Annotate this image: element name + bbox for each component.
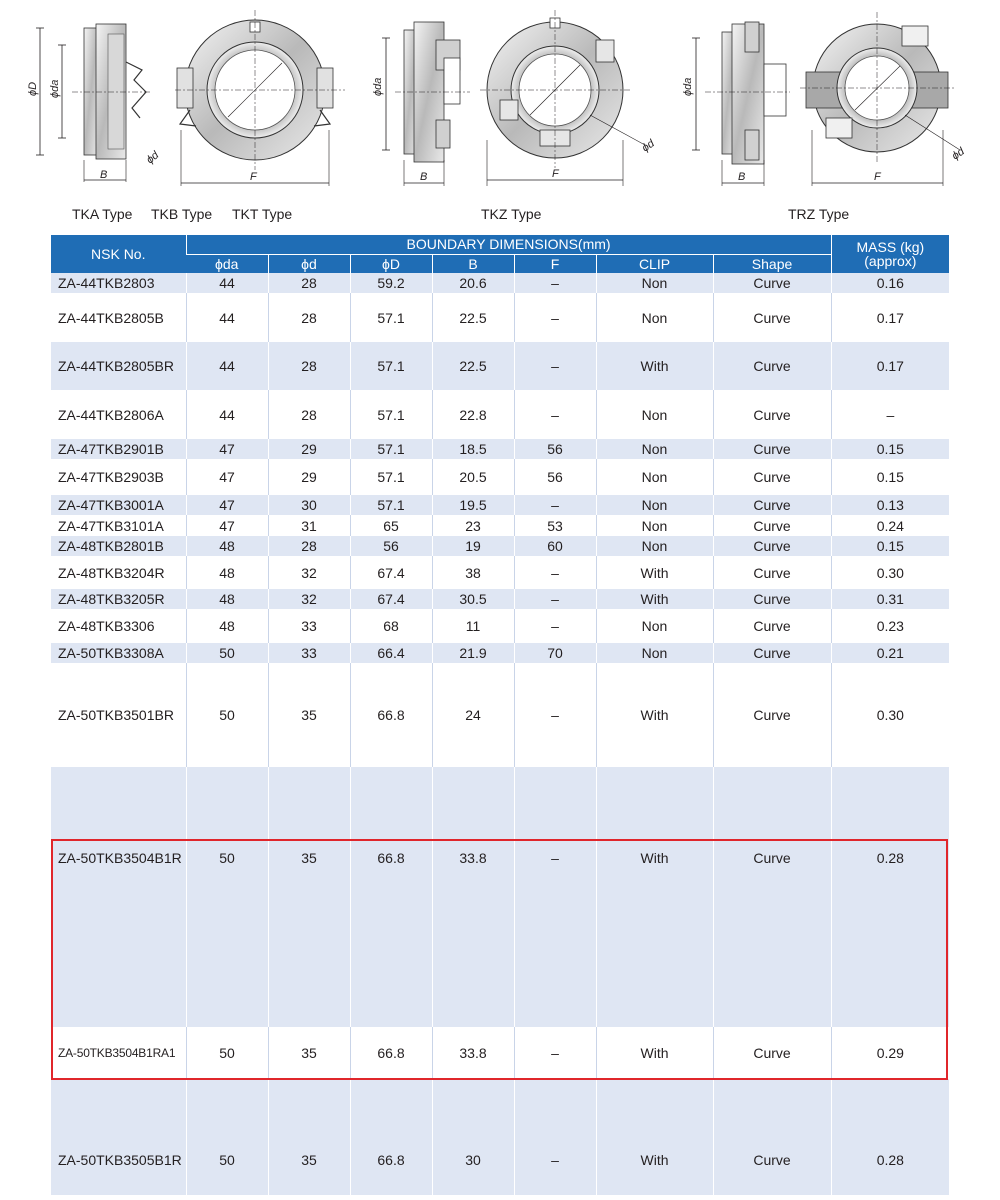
phi-da-label: ϕda [49, 79, 61, 98]
B-label-2: B [420, 171, 428, 183]
cell-B: 19 [432, 536, 514, 556]
cell-B: 19.5 [432, 495, 514, 515]
cell-mass: 0.31 [831, 589, 949, 609]
header-mass [831, 235, 949, 273]
empty-cell [350, 767, 432, 838]
F-label-2: F [552, 168, 559, 180]
cell-D: 59.2 [350, 273, 432, 293]
cell-F: – [514, 1027, 596, 1079]
cell-nsk-no: ZA-50TKB3308A [51, 643, 186, 663]
cell-mass: 0.28 [831, 838, 949, 1027]
cell-shape: Curve [713, 459, 831, 495]
cell-d: 28 [268, 390, 350, 439]
table-row [51, 293, 949, 342]
specification-table [51, 235, 949, 1195]
cell-mass: 0.21 [831, 643, 949, 663]
table-row [51, 495, 949, 515]
cell-F: 56 [514, 459, 596, 495]
cell-da: 50 [186, 1079, 268, 1195]
phi-D-label: ϕD [27, 81, 39, 96]
cell-d: 35 [268, 838, 350, 1027]
table-row [51, 342, 949, 390]
cell-B: 30 [432, 1079, 514, 1195]
cell-B: 33.8 [432, 838, 514, 1027]
cell-nsk-no: ZA-50TKB3504B1R [51, 838, 186, 1027]
table-row [51, 459, 949, 495]
header-phi-da: ϕda [186, 254, 268, 273]
cell-shape: Curve [713, 439, 831, 459]
cell-nsk-no: ZA-48TKB3306 [51, 609, 186, 643]
table-row [51, 663, 949, 767]
cell-shape: Curve [713, 838, 831, 1027]
cell-B: 38 [432, 556, 514, 589]
cell-shape: Curve [713, 342, 831, 390]
cell-clip: Non [596, 609, 713, 643]
cell-F: – [514, 342, 596, 390]
cell-nsk-no: ZA-44TKB2805B [51, 293, 186, 342]
cell-clip: With [596, 342, 713, 390]
cell-da: 44 [186, 293, 268, 342]
tkz-side-view [372, 22, 470, 186]
cell-B: 22.5 [432, 342, 514, 390]
type-label-tkz: TKZ Type [481, 206, 542, 222]
cell-F: – [514, 609, 596, 643]
cell-shape: Curve [713, 1079, 831, 1195]
header-shape: Shape [713, 254, 831, 273]
cell-nsk-no: ZA-48TKB2801B [51, 536, 186, 556]
empty-cell [596, 767, 713, 838]
cell-nsk-no: ZA-48TKB3204R [51, 556, 186, 589]
cell-d: 28 [268, 293, 350, 342]
cell-clip: Non [596, 273, 713, 293]
cell-mass: 0.30 [831, 663, 949, 767]
B-label: B [100, 169, 108, 181]
cell-d: 32 [268, 589, 350, 609]
cell-shape: Curve [713, 1027, 831, 1079]
cell-D: 57.1 [350, 439, 432, 459]
cell-B: 24 [432, 663, 514, 767]
cell-da: 48 [186, 589, 268, 609]
cell-shape: Curve [713, 515, 831, 536]
cell-clip: Non [596, 293, 713, 342]
table-row [51, 589, 949, 609]
cell-mass: 0.30 [831, 556, 949, 589]
cell-B: 18.5 [432, 439, 514, 459]
cell-da: 50 [186, 838, 268, 1027]
cell-da: 44 [186, 390, 268, 439]
phi-d-label-2: ϕd [639, 137, 657, 155]
cell-shape: Curve [713, 556, 831, 589]
cell-F: 56 [514, 439, 596, 459]
tkb-front-view [175, 10, 345, 186]
header-phi-d: ϕd [268, 254, 350, 273]
cell-D: 68 [350, 609, 432, 643]
cell-F: – [514, 390, 596, 439]
trz-side-view [682, 22, 790, 186]
cell-D: 56 [350, 536, 432, 556]
cell-da: 47 [186, 495, 268, 515]
phi-d-label-3: ϕd [949, 145, 967, 163]
cell-mass: 0.17 [831, 342, 949, 390]
cell-D: 57.1 [350, 495, 432, 515]
cell-da: 44 [186, 273, 268, 293]
cell-mass: – [831, 390, 949, 439]
cell-clip: With [596, 663, 713, 767]
cell-clip: Non [596, 459, 713, 495]
cell-nsk-no: ZA-47TKB2901B [51, 439, 186, 459]
cell-D: 57.1 [350, 390, 432, 439]
cell-d: 29 [268, 459, 350, 495]
cell-nsk-no: ZA-47TKB3101A [51, 515, 186, 536]
cell-d: 29 [268, 439, 350, 459]
empty-cell [432, 767, 514, 838]
cell-F: 60 [514, 536, 596, 556]
cell-F: – [514, 495, 596, 515]
cell-clip: Non [596, 439, 713, 459]
cell-F: – [514, 1079, 596, 1195]
cell-D: 67.4 [350, 556, 432, 589]
cell-nsk-no: ZA-48TKB3205R [51, 589, 186, 609]
cell-da: 44 [186, 342, 268, 390]
cell-d: 32 [268, 556, 350, 589]
cell-F: – [514, 293, 596, 342]
cell-mass: 0.23 [831, 609, 949, 643]
cell-d: 31 [268, 515, 350, 536]
cell-d: 28 [268, 273, 350, 293]
cell-mass: 0.13 [831, 495, 949, 515]
table-row-highlighted [51, 1027, 949, 1079]
cell-B: 11 [432, 609, 514, 643]
cell-F: 53 [514, 515, 596, 536]
tkz-front-view [480, 10, 657, 186]
cell-da: 48 [186, 609, 268, 643]
cell-B: 22.5 [432, 293, 514, 342]
table-row [51, 390, 949, 439]
cell-F: 70 [514, 643, 596, 663]
cell-clip: Non [596, 536, 713, 556]
cell-nsk-no: ZA-50TKB3505B1R [51, 1079, 186, 1195]
phi-da-label-2: ϕda [372, 77, 384, 96]
cell-F: – [514, 663, 596, 767]
header-boundary-dimensions: BOUNDARY DIMENSIONS(mm) [186, 235, 831, 254]
cell-shape: Curve [713, 536, 831, 556]
cell-B: 23 [432, 515, 514, 536]
cell-shape: Curve [713, 609, 831, 643]
table-row [51, 643, 949, 663]
cell-clip: With [596, 589, 713, 609]
cell-nsk-no: ZA-47TKB3001A [51, 495, 186, 515]
cell-clip: With [596, 1027, 713, 1079]
cell-F: – [514, 273, 596, 293]
header-mass-line2: (approx) [864, 253, 917, 269]
header-F: F [514, 254, 596, 273]
cell-mass: 0.15 [831, 439, 949, 459]
empty-cell [268, 767, 350, 838]
cell-D: 67.4 [350, 589, 432, 609]
cell-shape: Curve [713, 390, 831, 439]
table-row [51, 439, 949, 459]
cell-F: – [514, 838, 596, 1027]
F-label: F [250, 171, 257, 183]
empty-cell [713, 767, 831, 838]
cell-D: 66.4 [350, 643, 432, 663]
header-clip: CLIP [596, 254, 713, 273]
cell-da: 47 [186, 439, 268, 459]
cell-clip: Non [596, 515, 713, 536]
type-label-tkb: TKB Type [151, 206, 213, 222]
cell-D: 66.8 [350, 663, 432, 767]
cell-da: 48 [186, 536, 268, 556]
cell-clip: With [596, 838, 713, 1027]
cell-nsk-no: ZA-47TKB2903B [51, 459, 186, 495]
cell-B: 22.8 [432, 390, 514, 439]
bearing-diagrams [0, 0, 1000, 200]
cell-d: 33 [268, 609, 350, 643]
empty-cell [186, 767, 268, 838]
cell-d: 35 [268, 663, 350, 767]
empty-cell [514, 767, 596, 838]
cell-d: 33 [268, 643, 350, 663]
cell-B: 20.6 [432, 273, 514, 293]
header-phi-D: ϕD [350, 254, 432, 273]
cell-d: 35 [268, 1027, 350, 1079]
cell-nsk-no: ZA-50TKB3504B1RA1 [51, 1027, 186, 1079]
cell-B: 33.8 [432, 1027, 514, 1079]
cell-B: 20.5 [432, 459, 514, 495]
empty-cell [51, 767, 186, 838]
table-row-highlighted [51, 838, 949, 1027]
header-row-1 [51, 235, 949, 254]
header-row-2 [51, 254, 949, 273]
cell-da: 47 [186, 515, 268, 536]
header-B: B [432, 254, 514, 273]
table-row [51, 536, 949, 556]
cell-mass: 0.29 [831, 1027, 949, 1079]
cell-clip: Non [596, 390, 713, 439]
cell-D: 65 [350, 515, 432, 536]
cell-nsk-no: ZA-44TKB2806A [51, 390, 186, 439]
cell-B: 30.5 [432, 589, 514, 609]
cell-mass: 0.24 [831, 515, 949, 536]
F-label-3: F [874, 171, 881, 183]
phi-d-label: ϕd [144, 149, 162, 167]
table-row [51, 556, 949, 589]
cell-da: 47 [186, 459, 268, 495]
cell-shape: Curve [713, 495, 831, 515]
cell-d: 28 [268, 342, 350, 390]
cell-D: 57.1 [350, 293, 432, 342]
tkb-side-view [27, 24, 162, 182]
cell-nsk-no: ZA-44TKB2805BR [51, 342, 186, 390]
cell-nsk-no: ZA-50TKB3501BR [51, 663, 186, 767]
cell-shape: Curve [713, 663, 831, 767]
phi-da-label-3: ϕda [682, 77, 694, 96]
cell-shape: Curve [713, 293, 831, 342]
cell-d: 35 [268, 1079, 350, 1195]
cell-clip: With [596, 1079, 713, 1195]
B-label-3: B [738, 171, 746, 183]
cell-da: 48 [186, 556, 268, 589]
table-row [51, 1079, 949, 1195]
cell-da: 50 [186, 1027, 268, 1079]
cell-mass: 0.15 [831, 536, 949, 556]
table-row [51, 515, 949, 536]
cell-B: 21.9 [432, 643, 514, 663]
cell-D: 57.1 [350, 459, 432, 495]
table-row-spacer [51, 767, 949, 838]
cell-mass: 0.28 [831, 1079, 949, 1195]
cell-da: 50 [186, 663, 268, 767]
type-label-trz: TRZ Type [788, 206, 850, 222]
cell-D: 57.1 [350, 342, 432, 390]
type-label-tkt: TKT Type [232, 206, 293, 222]
cell-D: 66.8 [350, 838, 432, 1027]
cell-mass: 0.16 [831, 273, 949, 293]
cell-shape: Curve [713, 643, 831, 663]
cell-mass: 0.17 [831, 293, 949, 342]
cell-mass: 0.15 [831, 459, 949, 495]
cell-F: – [514, 556, 596, 589]
cell-shape: Curve [713, 273, 831, 293]
cell-d: 30 [268, 495, 350, 515]
cell-clip: With [596, 556, 713, 589]
cell-clip: Non [596, 643, 713, 663]
cell-clip: Non [596, 495, 713, 515]
cell-d: 28 [268, 536, 350, 556]
cell-nsk-no: ZA-44TKB2803 [51, 273, 186, 293]
table-row [51, 273, 949, 293]
empty-cell [831, 767, 949, 838]
cell-D: 66.8 [350, 1027, 432, 1079]
cell-da: 50 [186, 643, 268, 663]
cell-F: – [514, 589, 596, 609]
trz-front-view [800, 12, 967, 186]
cell-D: 66.8 [350, 1079, 432, 1195]
header-nsk-no: NSK No. [51, 235, 186, 273]
table-row [51, 609, 949, 643]
header-mass-line1: MASS (kg) [856, 239, 925, 255]
cell-shape: Curve [713, 589, 831, 609]
type-label-tka: TKA Type [72, 206, 133, 222]
